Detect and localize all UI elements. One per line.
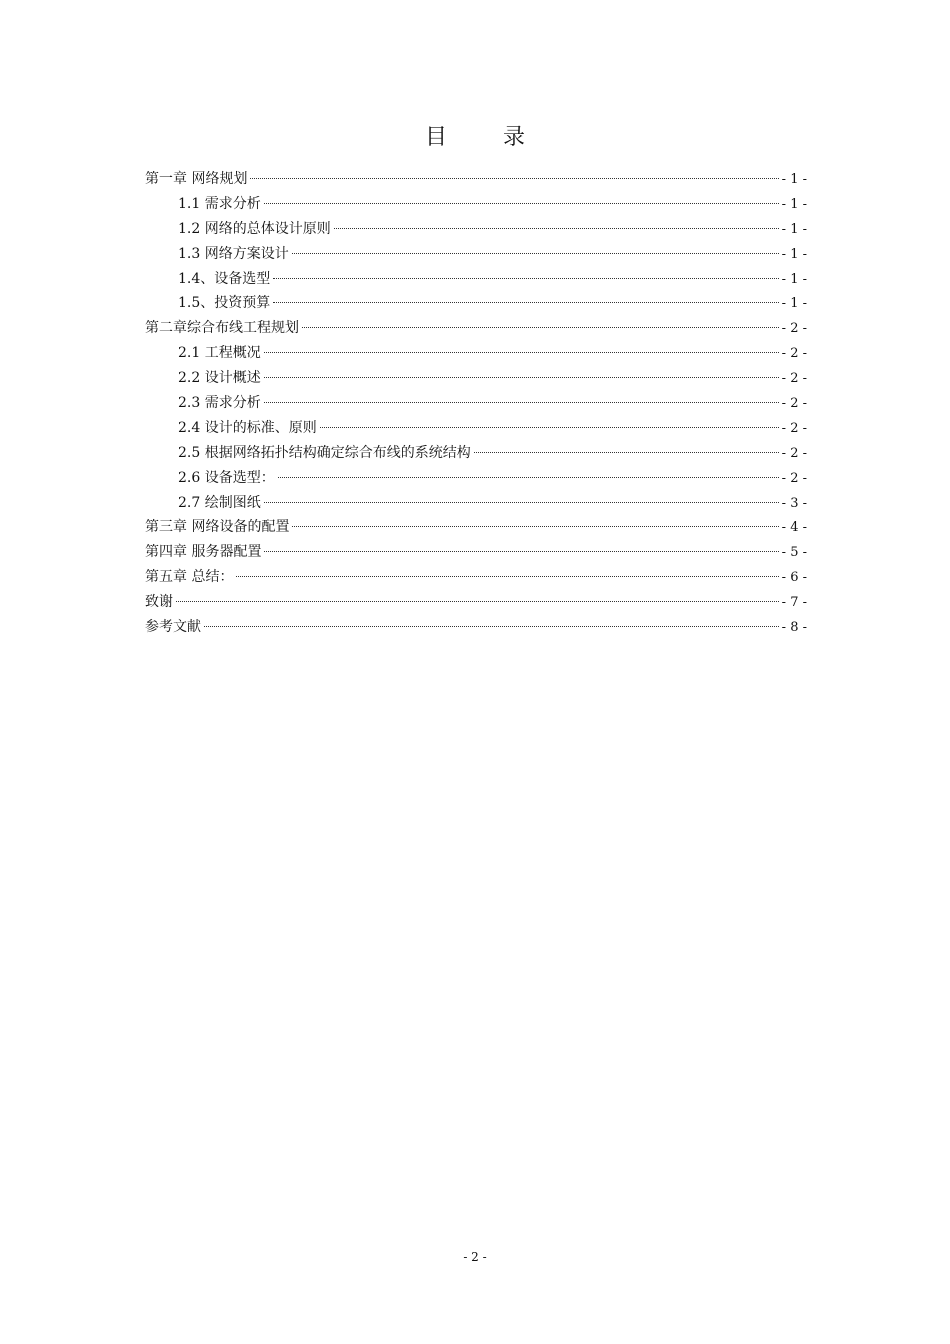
toc-entry-page: - 2 - bbox=[781, 346, 807, 362]
toc-entry-page: - 1 - bbox=[781, 246, 807, 262]
toc-dot-leader bbox=[264, 203, 779, 204]
toc-entry[interactable] bbox=[145, 590, 807, 615]
toc-dot-leader bbox=[278, 477, 779, 478]
toc-entry-label: 2.3 需求分析 bbox=[178, 395, 261, 412]
toc-entry-page: - 1 - bbox=[781, 271, 807, 287]
toc-entry[interactable] bbox=[145, 540, 807, 565]
toc-entry-label: 2.1 工程概况 bbox=[178, 345, 261, 362]
toc-entry[interactable] bbox=[145, 416, 807, 441]
toc-entry-page: - 1 - bbox=[781, 296, 807, 312]
toc-entry-label: 第五章 总结： bbox=[145, 569, 234, 586]
toc-entry[interactable] bbox=[145, 466, 807, 491]
toc-entry[interactable] bbox=[145, 267, 807, 292]
toc-dot-leader bbox=[250, 178, 778, 179]
toc-entry-label: 1.2 网络的总体设计原则 bbox=[178, 220, 331, 237]
toc-title-char: 目 bbox=[424, 125, 447, 150]
toc-entry-label: 第二章综合布线工程规划 bbox=[145, 320, 299, 337]
toc-entry[interactable] bbox=[145, 316, 807, 341]
toc-dot-leader bbox=[204, 626, 779, 627]
toc-dot-leader bbox=[264, 377, 779, 378]
toc-entry-label: 致谢 bbox=[145, 594, 173, 611]
toc-entry[interactable] bbox=[145, 341, 807, 366]
toc-entry-label: 2.7 绘制图纸 bbox=[178, 494, 261, 511]
toc-dot-leader bbox=[292, 253, 779, 254]
toc-entry-page: - 2 - bbox=[781, 420, 807, 436]
toc-entry[interactable] bbox=[145, 366, 807, 391]
toc-entry[interactable] bbox=[145, 615, 807, 640]
toc-title-char: 录 bbox=[503, 125, 526, 150]
toc-entry-page: - 1 - bbox=[781, 196, 807, 212]
toc-entry-label: 第三章 网络设备的配置 bbox=[145, 519, 290, 536]
toc-entry-label: 1.5、投资预算 bbox=[178, 295, 271, 312]
toc-entry[interactable] bbox=[145, 391, 807, 416]
toc-entry-page: - 6 - bbox=[781, 570, 807, 586]
toc-dot-leader bbox=[273, 302, 778, 303]
toc-dot-leader bbox=[176, 601, 779, 602]
toc-entry-label: 2.6 设备选型： bbox=[178, 469, 275, 486]
toc-dot-leader bbox=[264, 551, 778, 552]
toc-entry-label: 1.3 网络方案设计 bbox=[178, 245, 289, 262]
toc-dot-leader bbox=[264, 502, 779, 503]
toc-dot-leader bbox=[236, 576, 778, 577]
toc-entry-page: - 3 - bbox=[781, 495, 807, 511]
toc-dot-leader bbox=[474, 452, 779, 453]
toc-entry-page: - 1 - bbox=[781, 221, 807, 237]
toc-entry-label: 第四章 服务器配置 bbox=[145, 544, 262, 561]
toc-entry-page: - 7 - bbox=[781, 595, 807, 611]
toc-dot-leader bbox=[320, 427, 779, 428]
toc-entry[interactable] bbox=[145, 217, 807, 242]
toc-entry[interactable] bbox=[145, 565, 807, 590]
toc-entry-page: - 5 - bbox=[781, 545, 807, 561]
toc-entry[interactable] bbox=[145, 167, 807, 192]
toc-entry[interactable] bbox=[145, 192, 807, 217]
toc-entry-label: 1.1 需求分析 bbox=[178, 195, 261, 212]
toc-entry[interactable] bbox=[145, 291, 807, 316]
toc-entry-page: - 2 - bbox=[781, 371, 807, 387]
toc-entry[interactable] bbox=[145, 242, 807, 267]
toc-dot-leader bbox=[334, 228, 779, 229]
toc-dot-leader bbox=[264, 352, 779, 353]
toc-entry-label: 2.2 设计概述 bbox=[178, 370, 261, 387]
toc-entry-page: - 2 - bbox=[781, 321, 807, 337]
toc-entry[interactable] bbox=[145, 441, 807, 466]
toc-entry-label: 第一章 网络规划 bbox=[145, 171, 248, 187]
toc-entry-label: 2.4 设计的标准、原则 bbox=[178, 419, 317, 436]
toc-entry-page: - 2 - bbox=[781, 396, 807, 412]
toc-dot-leader bbox=[302, 327, 779, 328]
toc-title bbox=[0, 120, 950, 151]
toc-dot-leader bbox=[273, 278, 778, 279]
toc-entry-label: 2.5 根据网络拓扑结构确定综合布线的系统结构 bbox=[178, 444, 471, 461]
table-of-contents bbox=[145, 167, 807, 640]
toc-entry-page: - 8 - bbox=[781, 620, 807, 636]
toc-entry-label: 1.4、设备选型 bbox=[178, 270, 271, 287]
toc-entry[interactable] bbox=[145, 515, 807, 540]
toc-dot-leader bbox=[264, 402, 779, 403]
toc-dot-leader bbox=[292, 526, 778, 527]
toc-entry-page: - 4 - bbox=[781, 520, 807, 536]
toc-entry-label: 参考文献 bbox=[145, 619, 201, 636]
toc-entry-page: - 2 - bbox=[781, 445, 807, 461]
toc-entry-page: - 2 - bbox=[781, 470, 807, 486]
page-number: - 2 - bbox=[463, 1250, 487, 1264]
toc-entry[interactable] bbox=[145, 491, 807, 516]
toc-entry-page: - 1 - bbox=[781, 172, 807, 187]
